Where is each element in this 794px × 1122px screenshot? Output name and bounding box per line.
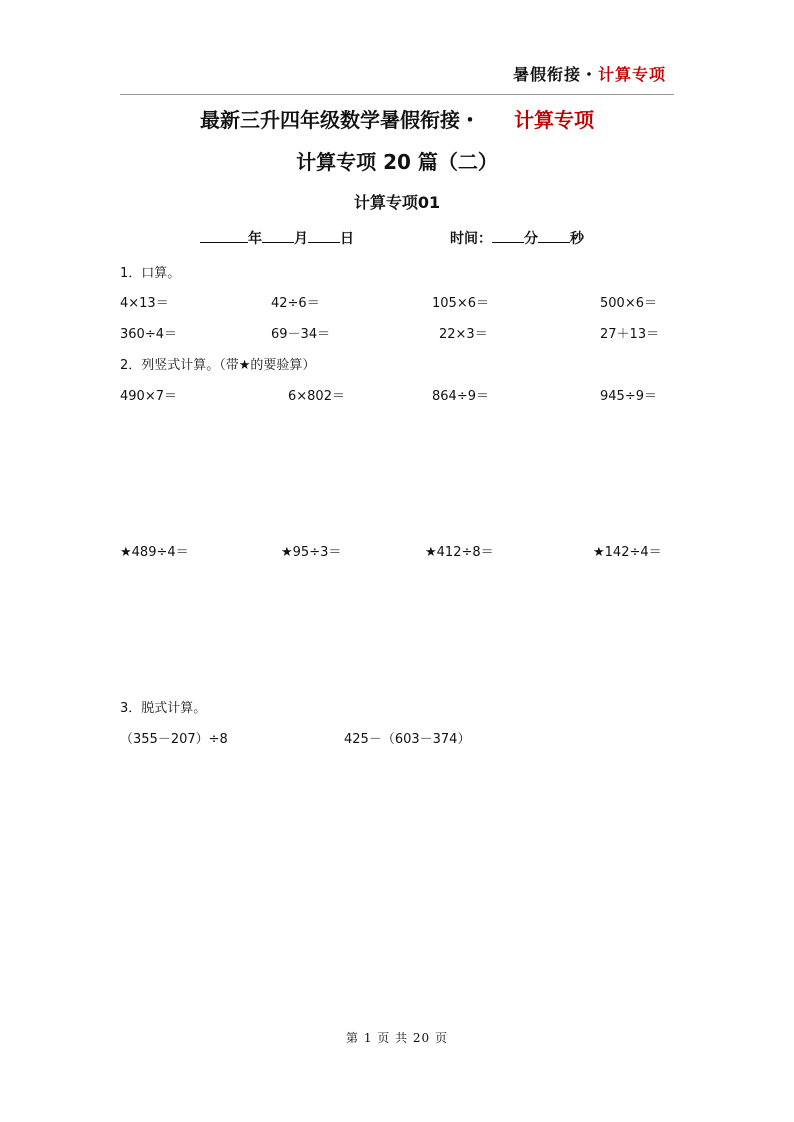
header-highlight: 计算专项 [597, 65, 666, 84]
q1-heading: 1．口算。 [120, 266, 181, 281]
year-label: 年 [248, 231, 262, 247]
document-subtitle: 计算专项 20 篇（二） [296, 150, 498, 174]
q1-problem: 27＋13＝ [600, 327, 660, 342]
q3-problem: （355－207）÷8 [120, 732, 228, 747]
q1-problem: 22×3＝ [439, 327, 488, 342]
seconds-label: 秒 [570, 231, 584, 247]
q1-problem: 360÷4＝ [120, 327, 177, 342]
q1-problem: 42÷6＝ [271, 296, 320, 311]
q3-problem: 425－（603－374） [344, 732, 471, 747]
q1-problem: 4×13＝ [120, 296, 169, 311]
year-blank[interactable] [200, 230, 248, 243]
q3-heading: 3．脱式计算。 [120, 701, 207, 716]
q2-problem: 6×802＝ [288, 389, 345, 404]
date-fill-line [200, 228, 354, 248]
header-divider [120, 94, 674, 95]
q1-problem: 500×6＝ [600, 296, 657, 311]
title-main-red: 计算专项 [514, 108, 594, 132]
running-header [513, 62, 666, 85]
q1-problem: 105×6＝ [432, 296, 489, 311]
month-label: 月 [294, 231, 308, 247]
section-title: 计算专项01 [353, 193, 441, 212]
header-prefix: 暑假衔接・ [512, 65, 598, 84]
q2-problem: 864÷9＝ [432, 389, 489, 404]
q1-problem: 69－34＝ [271, 327, 331, 342]
seconds-blank[interactable] [538, 230, 570, 243]
title-main-black: 最新三升四年级数学暑假衔接・ [200, 108, 480, 132]
minutes-label: 分 [524, 231, 538, 247]
document-title [0, 104, 794, 133]
q2-star-problem: ★95÷3＝ [281, 545, 342, 560]
day-label: 日 [340, 231, 354, 247]
time-label: 时间： [450, 231, 492, 247]
q2-star-problem: ★412÷8＝ [425, 545, 494, 560]
minutes-blank[interactable] [492, 230, 524, 243]
q2-problem: 945÷9＝ [600, 389, 657, 404]
time-fill-line [450, 228, 584, 248]
q2-star-problem: ★142÷4＝ [593, 545, 662, 560]
page-number: 第 1 页 共 20 页 [346, 1031, 448, 1045]
q2-star-problem: ★489÷4＝ [120, 545, 189, 560]
q2-heading: 2．列竖式计算。（带★的要验算） [120, 358, 316, 373]
day-blank[interactable] [308, 230, 340, 243]
month-blank[interactable] [262, 230, 294, 243]
q2-problem: 490×7＝ [120, 389, 177, 404]
